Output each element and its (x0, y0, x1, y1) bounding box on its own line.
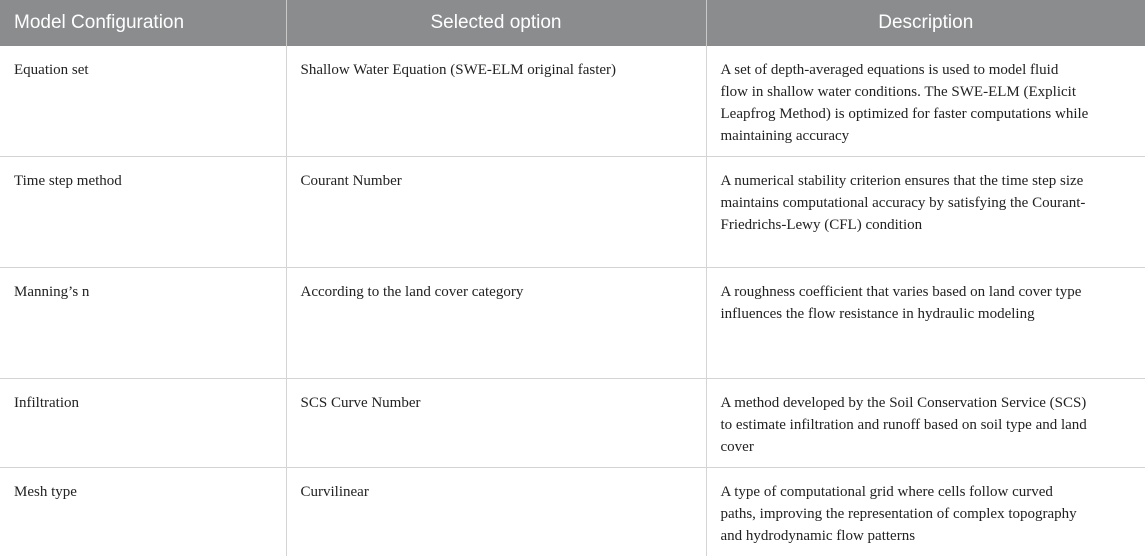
description-cell: A set of depth-averaged equations is used to model fluid flow in shallow water conditions. The SWE-ELM (Explicit Leapfrog Method) is optimized for faster computations while maintaining accuracy (706, 46, 1145, 157)
table-row (0, 468, 1145, 556)
table-row (0, 46, 1145, 157)
option-cell: According to the land cover category (286, 268, 706, 379)
table-body (0, 46, 1145, 556)
config-cell: Infiltration (0, 379, 286, 468)
header-description: Description (706, 0, 1145, 46)
header-row (0, 0, 1145, 46)
header-model-configuration: Model Configuration (0, 0, 286, 46)
table-header (0, 0, 1145, 46)
option-cell: Courant Number (286, 157, 706, 268)
description-cell: A type of computational grid where cells follow curved paths, improving the representation of complex topography and hydrodynamic flow patterns (706, 468, 1145, 556)
description-cell: A roughness coefficient that varies based on land cover type influences the flow resistance in hydraulic modeling (706, 268, 1145, 379)
config-cell: Manning’s n (0, 268, 286, 379)
table-row (0, 268, 1145, 379)
config-cell: Equation set (0, 46, 286, 157)
config-cell: Time step method (0, 157, 286, 268)
header-selected-option: Selected option (286, 0, 706, 46)
option-cell: Curvilinear (286, 468, 706, 556)
description-cell: A method developed by the Soil Conservation Service (SCS) to estimate infiltration and runoff based on soil type and land cover (706, 379, 1145, 468)
description-cell: A numerical stability criterion ensures that the time step size maintains computational accuracy by satisfying the Courant-Friedrichs-Lewy (CFL) condition (706, 157, 1145, 268)
option-cell: SCS Curve Number (286, 379, 706, 468)
table-row (0, 157, 1145, 268)
config-cell: Mesh type (0, 468, 286, 556)
table-row (0, 379, 1145, 468)
option-cell: Shallow Water Equation (SWE-ELM original faster) (286, 46, 706, 157)
